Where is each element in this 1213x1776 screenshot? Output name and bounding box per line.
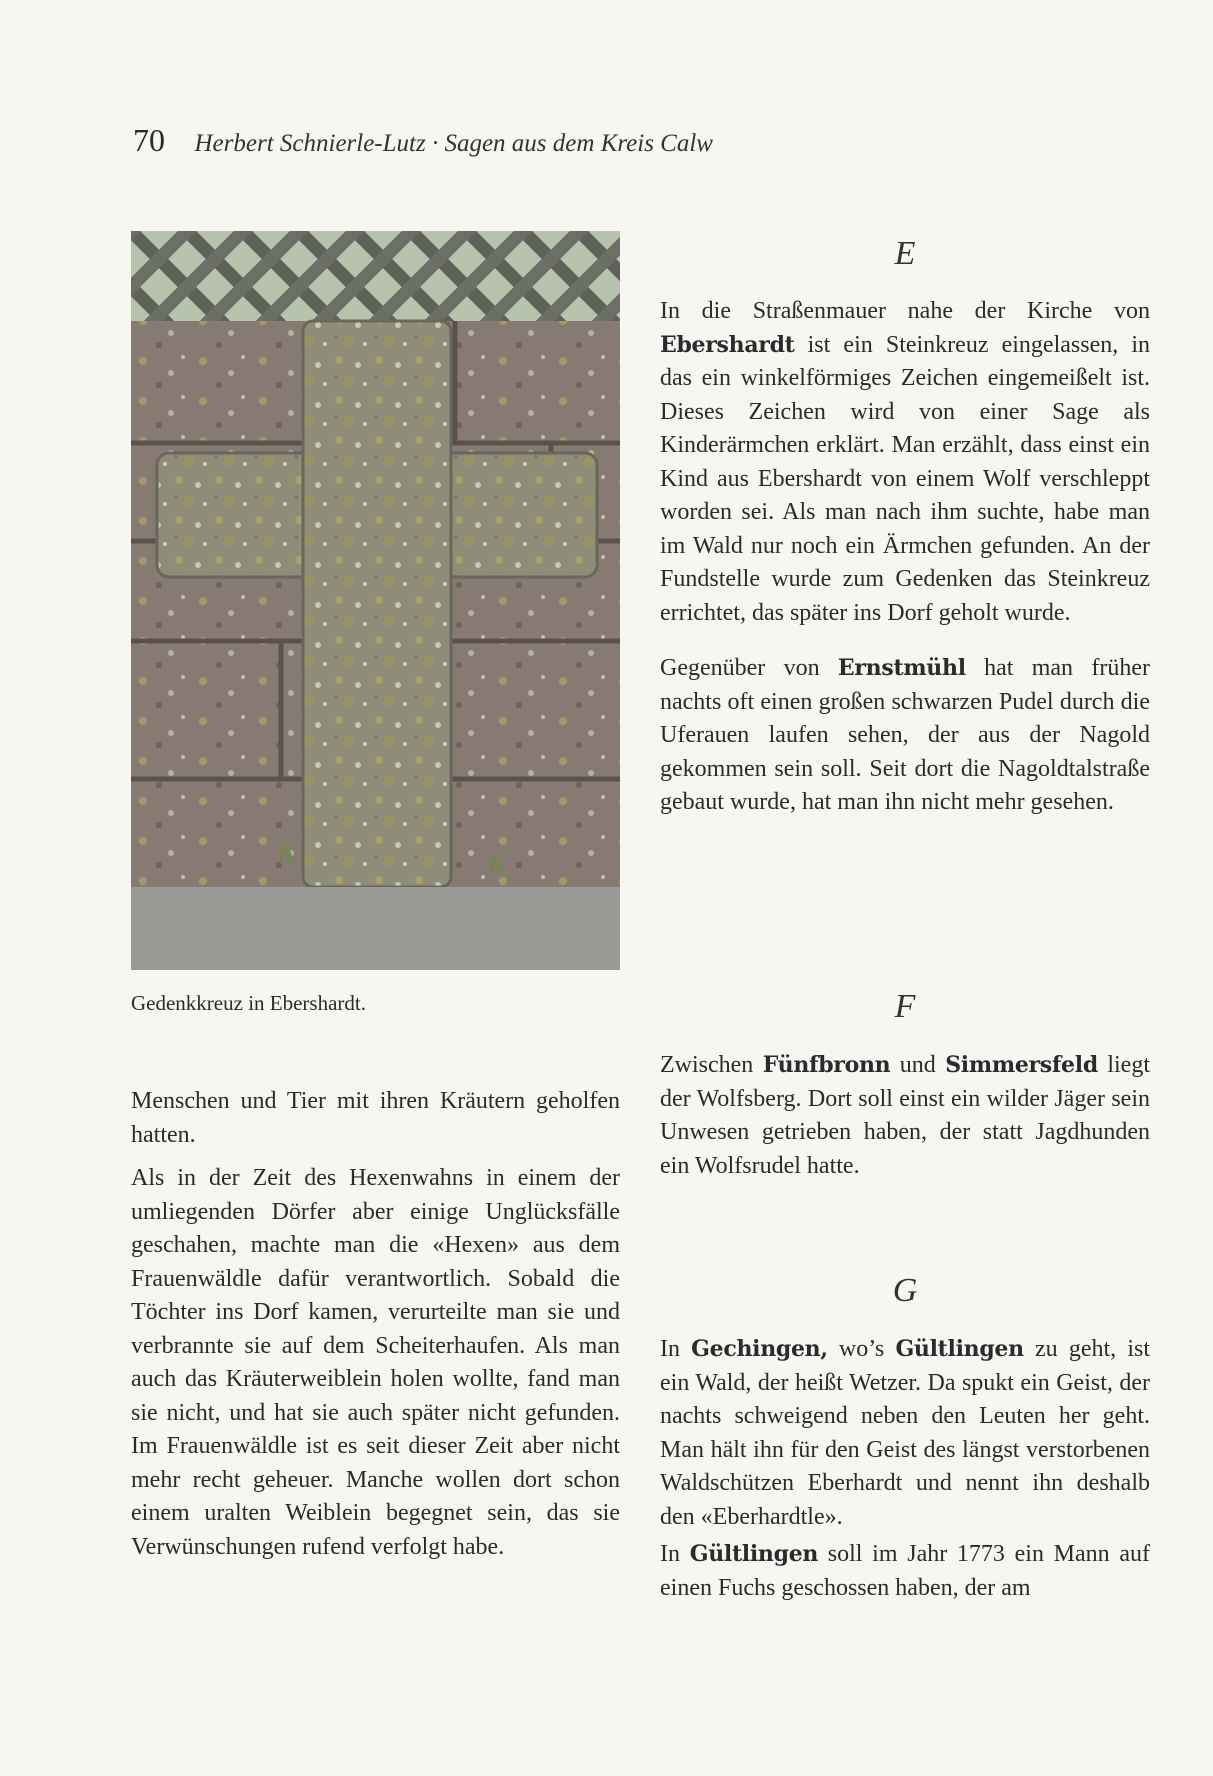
- paragraph: [660, 1049, 1150, 1183]
- place-name: Fünfbronn: [762, 1052, 891, 1078]
- running-header: [133, 120, 713, 164]
- paragraph: Als in der Zeit des Hexenwahns in einem der umliegenden Dörfer aber einige Unglücksfälle geschahen, machte man die «Hexen» aus dem Frauenwäldle dafür verantwortlich. Sobald die Töchter ins Dorf kamen, verurteilte man sie und verbrannte sie auf dem Scheiterhaufen. Als man auch das Kräuterweiblein holen wollte, fand man sie nicht, und hat sie auch später nicht gefunden. Im Frauenwäldle ist es seit dieser Zeit aber nicht mehr recht geheuer. Manche wollen dort schon einem uralten Weiblein begegnet sein, das sie Verwünschungen rufend verfolgt habe.: [131, 1165, 620, 1560]
- text-run: ist ein Steinkreuz eingelassen, in das ein winkelförmiges Zeichen eingemeißelt ist. Dieses Zeichen wird von einer Sage als Kinderärmchen erklärt. Man erzählt, dass einst ein Kind aus Ebershardt von einem Wolf verschleppt worden sei. Als man nach ihm suchte, habe man im Wald nur noch ein Ärmchen gefunden. An der Fundstelle wurde zum Gedenken das Steinkreuz errichtet, das später ins Dorf geholt wurde.: [660, 331, 1150, 626]
- paragraph: [660, 295, 1150, 630]
- figure-caption: Gedenkkreuz in Ebershardt.: [131, 991, 366, 1015]
- text-run: und: [890, 1052, 946, 1078]
- section-letter-e: E: [894, 235, 916, 272]
- place-name: Gechingen,: [691, 1336, 828, 1362]
- paragraph: Menschen und Tier mit ihren Kräutern geholfen hatten.: [131, 1088, 620, 1148]
- place-name: Simmersfeld: [945, 1052, 1098, 1078]
- section-f-text: [660, 1049, 1150, 1183]
- place-name: Ebershardt: [660, 331, 795, 358]
- section-letter-g: G: [892, 1272, 918, 1309]
- paragraph: [660, 1333, 1150, 1534]
- text-run: Gegenüber von: [660, 655, 838, 681]
- photo-stone-cross: [131, 231, 620, 970]
- text-run: zu geht, ist ein Wald, der heißt Wetzer. Da spukt ein Geist, der nachts schweigend neben den Leuten her geht. Man hält ihn für den Geist des längst verstorbenen Waldschützen Eberhardt und nennt ihn deshalb den «Eberhardtle».: [660, 1336, 1150, 1530]
- place-name: Ernstmühl: [837, 655, 966, 681]
- left-column-text: [131, 1085, 620, 1564]
- text-run: In die Straßenmauer nahe der Kirche von: [660, 298, 1150, 324]
- text-run: liegt der Wolfsberg. Dort soll einst ein wilder Jäger sein Unwesen getrieben haben, der statt Jagdhunden ein Wolfsrudel hatte.: [660, 1052, 1150, 1179]
- stone-cross-illustration: [131, 231, 620, 970]
- paragraph: [660, 1538, 1150, 1605]
- running-head: Herbert Schnierle-Lutz · Sagen aus dem Kreis Calw: [194, 130, 713, 157]
- place-name: Gültlingen: [895, 1336, 1024, 1362]
- text-run: soll im Jahr 1773 ein Mann auf einen Fuchs geschossen haben, der am: [660, 1541, 1150, 1601]
- text-run: In: [660, 1336, 692, 1362]
- page-number: 70: [133, 122, 165, 158]
- section-e-text: [660, 295, 1150, 820]
- text-run: hat man früher nachts oft einen großen schwarzen Pudel durch die Uferauen laufen sehen, der aus der Nagold gekommen sein soll. Seit dort die Nagoldtalstraße gebaut wurde, hat man ihn nicht mehr gesehen.: [660, 655, 1150, 815]
- place-name: Gültlingen: [689, 1541, 819, 1567]
- paragraph: [660, 652, 1150, 820]
- text-run: Zwischen: [660, 1052, 763, 1078]
- text-run: wo’s: [827, 1336, 896, 1362]
- section-g-text: [660, 1333, 1150, 1605]
- section-letter-f: F: [894, 988, 916, 1025]
- text-run: In: [660, 1541, 690, 1567]
